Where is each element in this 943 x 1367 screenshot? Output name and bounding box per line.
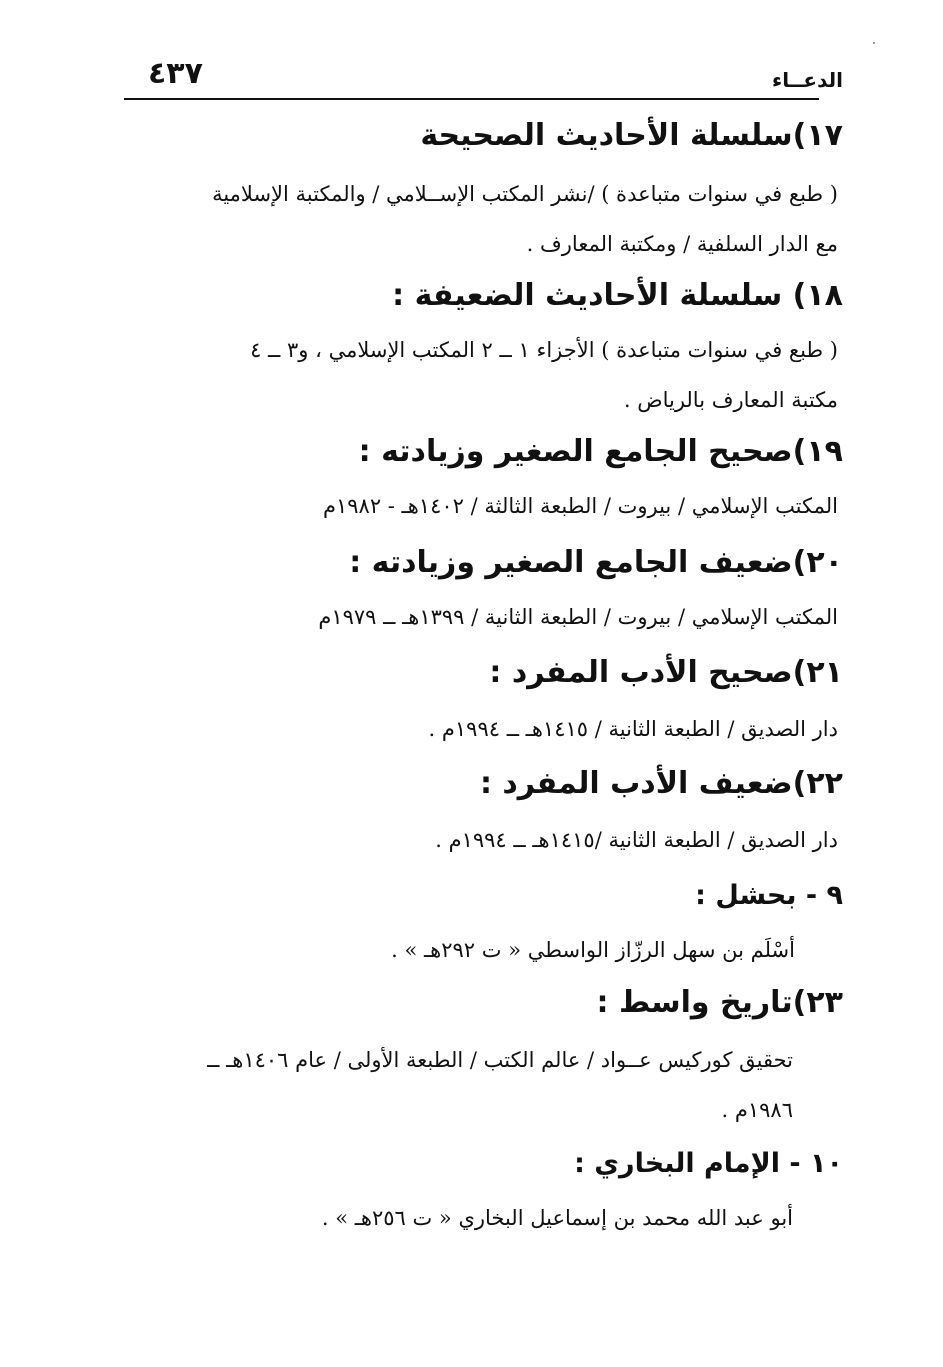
entry-body-21-line-1: دار الصديق / الطبعة الثانية / ١٤١٥هـ ــ ١٩٩٤م .	[428, 717, 838, 741]
entry-body-18-line-2: مكتبة المعارف بالرياض .	[623, 388, 838, 412]
author-line-10: أبو عبد الله محمد بن إسماعيل البخاري « ت ٢٥٦هـ » .	[321, 1206, 793, 1230]
entry-body-17-line-1: ( طبع في سنوات متباعدة ) /نشر المكتب الإســلامي / والمكتبة الإسلامية	[212, 182, 838, 206]
entry-body-19-line-1: المكتب الإسلامي / بيروت / الطبعة الثالثة / ١٤٠٢هـ - ١٩٨٢م	[322, 494, 838, 518]
section-heading-9: ٩ - بحشل :	[695, 880, 843, 911]
entry-body-20-line-1: المكتب الإسلامي / بيروت / الطبعة الثانية / ١٣٩٩هـ ــ ١٩٧٩م	[318, 605, 838, 629]
entry-body-22-line-1: دار الصديق / الطبعة الثانية /١٤١٥هـ ــ ١٩٩٤م .	[435, 828, 838, 852]
entry-title-17: ١٧)سلسلة الأحاديث الصحيحة	[420, 118, 843, 153]
page-number: ٤٣٧	[148, 56, 203, 91]
entry-body-23-line-2: ١٩٨٦م .	[721, 1098, 793, 1122]
entry-body-23-line-1: تحقيق كوركيس عــواد / عالم الكتب / الطبعة الأولى / عام ١٤٠٦هـ ــ	[207, 1048, 793, 1072]
section-heading-10: ١٠ - الإمام البخاري :	[574, 1148, 843, 1179]
entry-title-20: ٢٠)ضعيف الجامع الصغير وزيادته :	[349, 545, 843, 580]
entry-body-17-line-2: مع الدار السلفية / ومكتبة المعارف .	[526, 232, 838, 256]
author-line-9: أسْلَم بن سهل الرزّاز الواسطي « ت ٢٩٢هـ » .	[391, 938, 795, 962]
entry-title-19: ١٩)صحيح الجامع الصغير وزيادته :	[358, 434, 843, 469]
entry-body-18-line-1: ( طبع في سنوات متباعدة ) الأجزاء ١ ــ ٢ المكتب الإسلامي ، و٣ ــ ٤	[250, 338, 838, 362]
entry-title-22: ٢٢)ضعيف الأدب المفرد :	[479, 766, 843, 801]
entry-title-23: ٢٣)تاريخ واسط :	[596, 985, 843, 1020]
entry-title-18: ١٨) سلسلة الأحاديث الضعيفة :	[392, 278, 843, 313]
entry-title-21: ٢١)صحيح الأدب المفرد :	[489, 655, 843, 690]
running-title: الدعــاء	[772, 68, 843, 92]
